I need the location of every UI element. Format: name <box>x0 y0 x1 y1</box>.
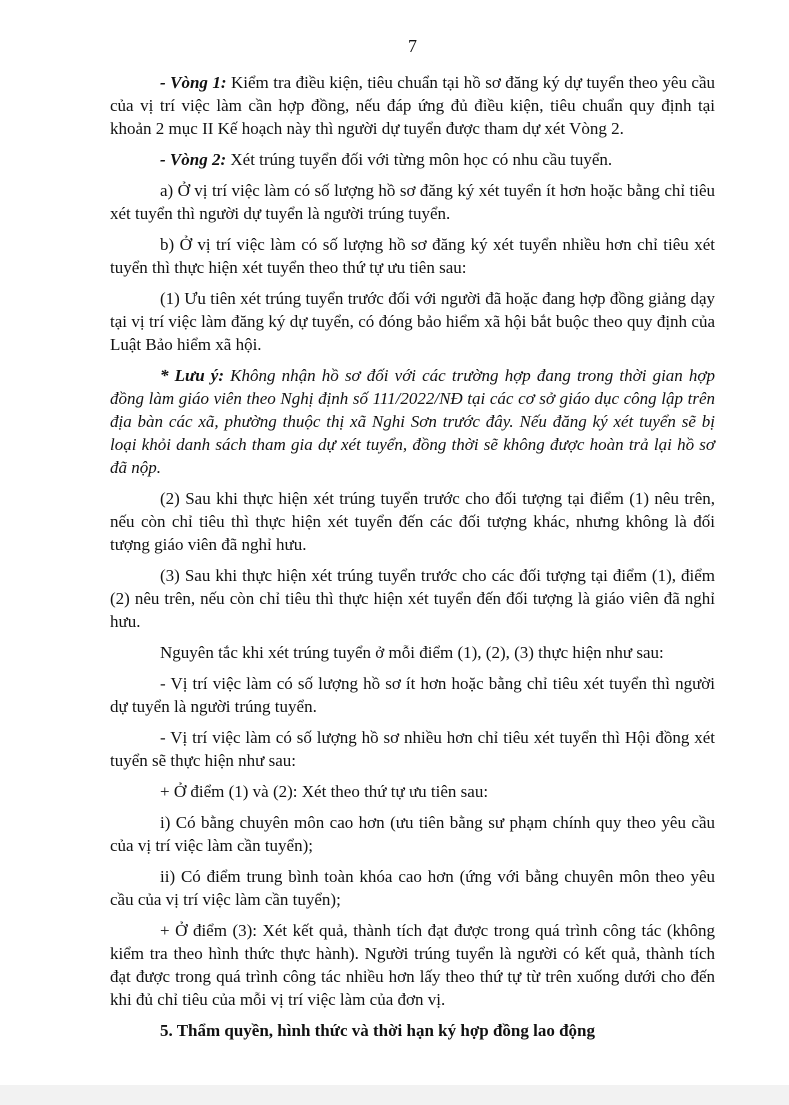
round-2-paragraph <box>110 148 715 171</box>
round-2-label: - Vòng 2: <box>160 150 227 169</box>
round-1-text: Kiểm tra điều kiện, tiêu chuẩn tại hồ sơ đăng ký dự tuyển theo yêu cầu của vị trí việc làm cần hợp đồng, nếu đáp ứng đủ điều kiện, tiêu chuẩn quy định tại khoản 2 mục II Kế hoạch này thì người dự tuyển được tham dự xét Vòng 2. <box>110 73 715 138</box>
page-number: 7 <box>408 36 417 56</box>
section-5-heading: 5. Thẩm quyền, hình thức và thời hạn ký hợp đồng lao động <box>160 1021 595 1040</box>
rule-points-1-2-paragraph: + Ở điểm (1) và (2): Xét theo thứ tự ưu tiên sau: <box>160 782 489 801</box>
note-paragraph <box>110 364 715 479</box>
principle-paragraph: Nguyên tắc khi xét trúng tuyển ở mỗi điểm (1), (2), (3) thực hiện như sau: <box>160 643 664 662</box>
priority-3-paragraph: (3) Sau khi thực hiện xét trúng tuyển trước cho các đối tượng tại điểm (1), điểm (2) nêu trên, nếu còn chỉ tiêu thì thực hiện xét tuyển đến đối tượng là giáo viên đã nghỉ hưu. <box>110 566 715 631</box>
rule-more-paragraph: - Vị trí việc làm có số lượng hồ sơ nhiều hơn chỉ tiêu xét tuyển thì Hội đồng xét tuyển sẽ thực hiện như sau: <box>110 728 715 770</box>
rule-point-3-paragraph: + Ở điểm (3): Xét kết quả, thành tích đạt được trong quá trình công tác (không kiểm tra theo hình thức thực hành). Người trúng tuyển là người có kết quả, thành tích đạt được trong quá trình công tác nhiều hơn lấy theo thứ tự từ trên xuống dưới cho đến khi đủ chỉ tiêu của mỗi vị trí việc làm của đơn vị. <box>110 921 715 1009</box>
criterion-ii-paragraph: ii) Có điểm trung bình toàn khóa cao hơn (ứng với bằng chuyên môn theo yêu cầu của vị trí việc làm cần tuyển); <box>110 867 715 909</box>
rule-fewer-paragraph: - Vị trí việc làm có số lượng hồ sơ ít hơn hoặc bằng chỉ tiêu xét tuyển thì người dự tuyển là người trúng tuyển. <box>110 674 715 716</box>
round-1-label: - Vòng 1: <box>160 73 227 92</box>
round-1-paragraph <box>110 71 715 140</box>
note-text: Không nhận hồ sơ đối với các trường hợp đang trong thời gian hợp đồng làm giáo viên theo Nghị định số 111/2022/NĐ tại các cơ sở giáo dục công lập trên địa bàn các xã, phường thuộc thị xã Nghi Sơn trước đây. Nếu đăng ký xét tuyển sẽ bị loại khỏi danh sách tham gia dự xét tuyển, đồng thời sẽ không được hoàn trả lại hồ sơ đã nộp. <box>110 366 716 477</box>
paragraph-b: b) Ở vị trí việc làm có số lượng hồ sơ đăng ký xét tuyển nhiều hơn chỉ tiêu xét tuyển thì thực hiện xét tuyển theo thứ tự ưu tiên sau: <box>110 235 715 277</box>
note-label: * Lưu ý: <box>160 366 225 385</box>
round-2-text: Xét trúng tuyển đối với từng môn học có nhu cầu tuyển. <box>226 150 613 169</box>
priority-2-paragraph: (2) Sau khi thực hiện xét trúng tuyển trước cho đối tượng tại điểm (1) nêu trên, nếu còn chỉ tiêu thì thực hiện xét tuyển đến các đối tượng khác, nhưng không là đối tượng giáo viên đã nghỉ hưu. <box>110 489 715 554</box>
priority-1-paragraph: (1) Ưu tiên xét trúng tuyển trước đối với người đã hoặc đang hợp đồng giảng dạy tại vị trí việc làm đăng ký dự tuyển, có đóng bảo hiểm xã hội bắt buộc theo quy định của Luật Bảo hiểm xã hội. <box>110 289 715 354</box>
paragraph-a: a) Ở vị trí việc làm có số lượng hồ sơ đăng ký xét tuyển ít hơn hoặc bằng chỉ tiêu xét tuyển thì người dự tuyển là người trúng tuyển. <box>110 181 715 223</box>
criterion-i-paragraph: i) Có bằng chuyên môn cao hơn (ưu tiên bằng sư phạm chính quy theo yêu cầu của vị trí việc làm cần tuyển); <box>110 813 715 855</box>
